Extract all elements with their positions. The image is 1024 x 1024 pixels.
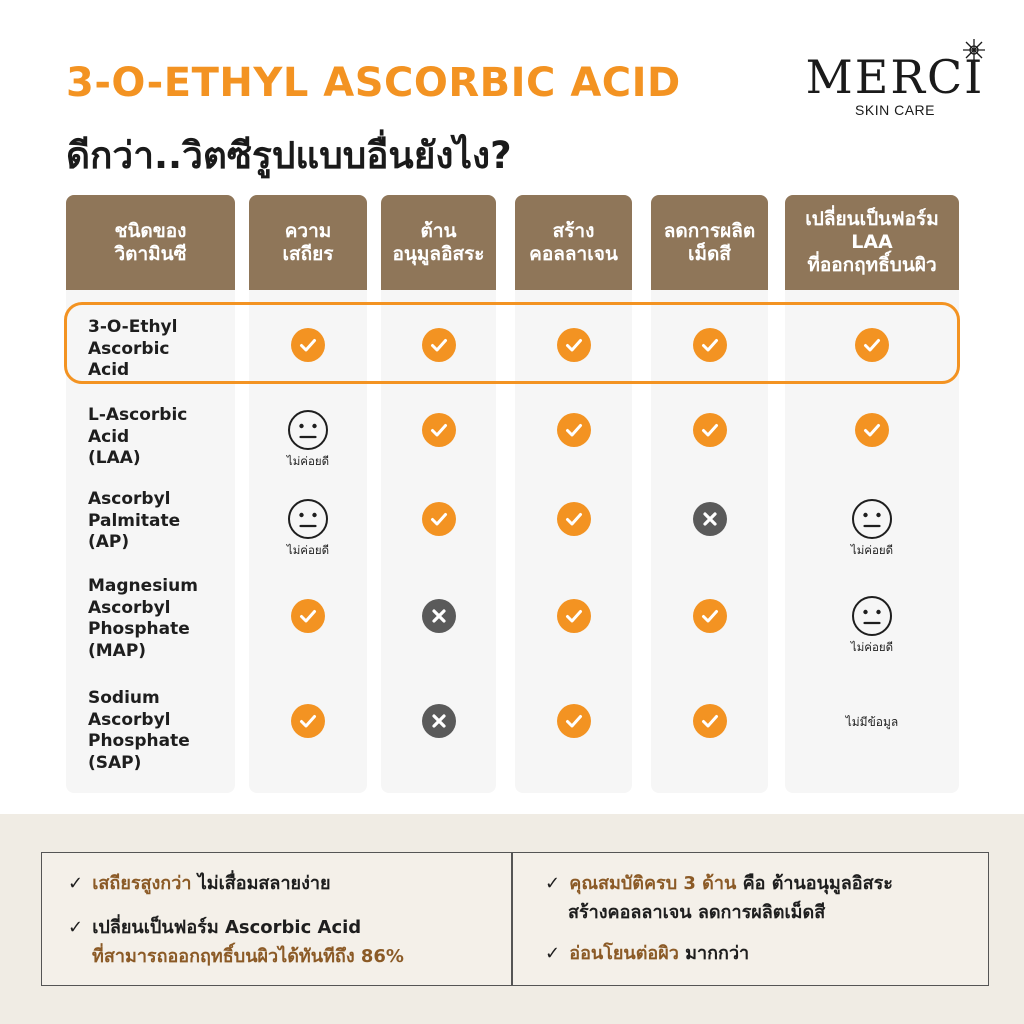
cell-laa-conversion-nodata xyxy=(832,713,912,732)
cell-collagen-check xyxy=(534,704,614,738)
rating-label: ไม่ค่อยดี xyxy=(286,454,330,468)
cell-laa-conversion-check xyxy=(832,413,912,447)
footer-point-properties-cont: สร้างคอลลาเจน ลดการผลิตเม็ดสี xyxy=(568,902,826,923)
header-pigment-reduction: ลดการผลิต เม็ดสี xyxy=(651,195,768,290)
footer-point-gentle: ✓ อ่อนโยนต่อผิว มากกว่า xyxy=(545,943,750,964)
cell-stability-check xyxy=(268,599,348,633)
cell-collagen-check xyxy=(534,502,614,536)
logo-wordmark: MERCI xyxy=(805,50,985,104)
cell-stability-check xyxy=(268,704,348,738)
highlight-row-border xyxy=(64,302,960,384)
check-mark-icon: ✓ xyxy=(68,873,84,894)
check-mark-icon: ✓ xyxy=(545,943,561,964)
star-icon xyxy=(962,38,986,62)
check-icon xyxy=(291,599,325,633)
cell-stability-neutral xyxy=(268,409,348,471)
rating-label: ไม่ค่อยดี xyxy=(850,640,894,654)
check-icon xyxy=(693,704,727,738)
cell-stability-neutral xyxy=(268,498,348,560)
page-title: 3-O-ETHYL ASCORBIC ACID xyxy=(66,60,681,106)
neutral-face-icon xyxy=(287,409,329,451)
neutral-face-icon xyxy=(851,595,893,637)
logo-tagline: SKIN CARE xyxy=(855,102,935,118)
page-subtitle: ดีกว่า..วิตซีรูปแบบอื่นยังไง? xyxy=(66,134,512,177)
check-icon xyxy=(693,599,727,633)
footer-point-properties: ✓ คุณสมบัติครบ 3 ด้าน คือ ต้านอนุมูลอิสระ xyxy=(545,873,893,894)
cell-antioxidant-check xyxy=(399,502,479,536)
check-icon xyxy=(422,413,456,447)
check-icon xyxy=(557,599,591,633)
row-label: L-Ascorbic Acid (LAA) xyxy=(88,405,188,468)
check-icon xyxy=(557,704,591,738)
rating-label: ไม่ค่อยดี xyxy=(286,543,330,557)
cross-icon xyxy=(693,502,727,536)
footer-point-stability: ✓ เสถียรสูงกว่า ไม่เสื่อมสลายง่าย xyxy=(68,873,331,894)
cell-laa-conversion-neutral xyxy=(832,498,912,560)
cell-antioxidant-check xyxy=(399,413,479,447)
check-icon xyxy=(693,413,727,447)
footer-point-conversion-cont: ที่สามารถออกฤทธิ์บนผิวได้ทันทีถึง 86% xyxy=(92,946,404,967)
neutral-face-icon xyxy=(851,498,893,540)
row-label: 3-O-Ethyl Ascorbic Acid xyxy=(88,317,178,380)
cross-icon xyxy=(422,704,456,738)
check-icon xyxy=(422,502,456,536)
neutral-face-icon xyxy=(287,498,329,540)
cell-pigment-reduction-check xyxy=(670,704,750,738)
cell-pigment-reduction-check xyxy=(670,599,750,633)
brand-logo xyxy=(800,52,990,132)
check-mark-icon: ✓ xyxy=(68,917,84,938)
cell-antioxidant-cross xyxy=(399,599,479,633)
row-label: Magnesium Ascorbyl Phosphate (MAP) xyxy=(88,576,198,661)
check-mark-icon: ✓ xyxy=(545,873,561,894)
header-laa-conversion: เปลี่ยนเป็นฟอร์ม LAA ที่ออกฤทธิ์บนผิว xyxy=(785,195,959,290)
check-icon xyxy=(855,413,889,447)
cell-antioxidant-cross xyxy=(399,704,479,738)
cell-pigment-reduction-check xyxy=(670,413,750,447)
header-antioxidant: ต้าน อนุมูลอิสระ xyxy=(381,195,496,290)
cell-collagen-check xyxy=(534,413,614,447)
rating-label: ไม่ค่อยดี xyxy=(850,543,894,557)
header-vitamin-type: ชนิดของ วิตามินซี xyxy=(66,195,235,290)
check-icon xyxy=(557,413,591,447)
cell-laa-conversion-neutral xyxy=(832,595,912,657)
check-icon xyxy=(557,502,591,536)
header-collagen: สร้าง คอลลาเจน xyxy=(515,195,632,290)
header-stability: ความ เสถียร xyxy=(249,195,367,290)
row-label: Ascorbyl Palmitate (AP) xyxy=(88,489,181,552)
cell-pigment-reduction-cross xyxy=(670,502,750,536)
no-data-label: ไม่มีข้อมูล xyxy=(845,715,899,729)
footer-point-conversion: ✓ เปลี่ยนเป็นฟอร์ม Ascorbic Acid xyxy=(68,917,362,938)
footer-divider xyxy=(511,852,513,986)
row-label: Sodium Ascorbyl Phosphate (SAP) xyxy=(88,688,190,773)
cross-icon xyxy=(422,599,456,633)
check-icon xyxy=(291,704,325,738)
cell-collagen-check xyxy=(534,599,614,633)
